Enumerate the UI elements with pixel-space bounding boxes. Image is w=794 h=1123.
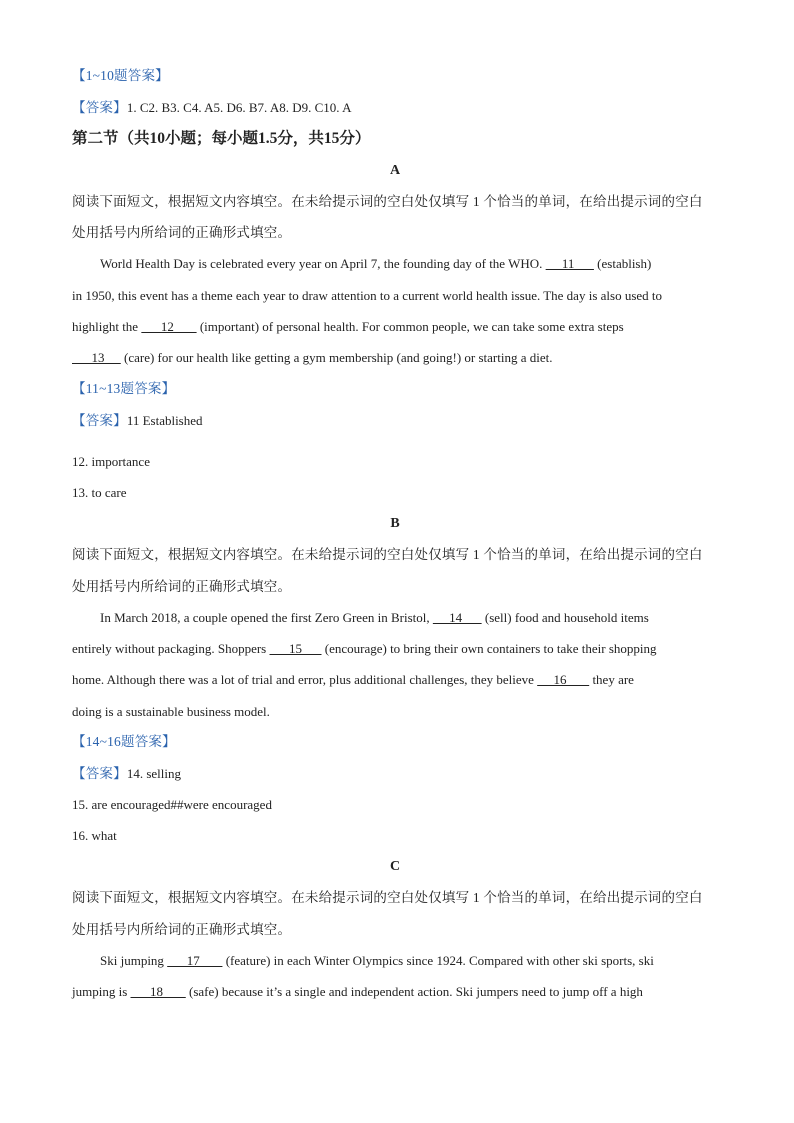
text: they are xyxy=(589,672,634,687)
blank-15: 15 xyxy=(269,641,322,656)
blank-13: 13 xyxy=(72,350,121,365)
answer-tag: 【答案】 xyxy=(72,100,127,115)
passage-a-line-3 xyxy=(72,319,624,335)
text: entirely without packaging. Shoppers xyxy=(72,641,270,656)
answer-tag: 【答案】 xyxy=(72,766,127,781)
answer-line-11 xyxy=(72,413,203,429)
text: World Health Day is celebrated every year on April 7, the founding day of the WHO. xyxy=(100,256,546,271)
text: home. Although there was a lot of trial and error, plus additional challenges, they believe xyxy=(72,672,538,687)
answer-text: 14. selling xyxy=(126,766,181,781)
answer-line-15: 15. are encouraged##were encouraged xyxy=(72,797,272,812)
answer-line-14 xyxy=(72,766,181,782)
blank-14: 14 xyxy=(432,610,482,625)
instruction-line-1: 阅读下面短文，根据短文内容填空。在未给提示词的空白处仅填写 1 个恰当的单词，在给出提示词的空白 xyxy=(72,890,703,905)
blank-16: 16 xyxy=(537,672,590,687)
blank-17: 17 xyxy=(167,953,223,968)
section-title: 第二节（共10小题；每小题1.5分，共15分） xyxy=(72,130,371,147)
passage-letter-a: A xyxy=(389,163,401,178)
answer-line-16: 16. what xyxy=(72,828,117,843)
instruction-line-1: 阅读下面短文，根据短文内容填空。在未给提示词的空白处仅填写 1 个恰当的单词，在给出提示词的空白 xyxy=(72,194,703,209)
text: (sell) food and household items xyxy=(481,610,649,625)
passage-a-line-4 xyxy=(72,350,553,366)
text: In March 2018, a couple opened the first Zero Green in Bristol, xyxy=(100,610,433,625)
passage-b-line-4: doing is a sustainable business model. xyxy=(72,704,270,719)
text: (safe) because it’s a single and independent action. Ski jumpers need to jump off a high xyxy=(185,984,643,999)
text: highlight the xyxy=(72,319,142,334)
answer-text: 1. C2. B3. C4. A5. D6. B7. A8. D9. C10. A xyxy=(126,100,352,115)
passage-b-line-3 xyxy=(72,672,634,688)
text: (encourage) to bring their own containers to take their shopping xyxy=(321,641,657,656)
passage-letter-c: C xyxy=(389,859,401,874)
blank-11: 11 xyxy=(545,256,594,271)
text: (care) for our health like getting a gym membership (and going!) or starting a diet. xyxy=(120,350,553,365)
passage-b-line-2 xyxy=(72,641,657,657)
blank-12: 12 xyxy=(141,319,197,334)
text: jumping is xyxy=(72,984,131,999)
passage-letter-b: B xyxy=(390,516,400,531)
blank-18: 18 xyxy=(130,984,186,999)
answer-head-14-16: 【14~16题答案】 xyxy=(72,734,176,749)
text: (important) of personal health. For common people, we can take some extra steps xyxy=(196,319,624,334)
answer-tag: 【答案】 xyxy=(72,413,127,428)
text: (establish) xyxy=(593,256,652,271)
text: Ski jumping xyxy=(100,953,168,968)
passage-a-line-1 xyxy=(100,256,651,272)
instruction-line-1: 阅读下面短文，根据短文内容填空。在未给提示词的空白处仅填写 1 个恰当的单词，在给出提示词的空白 xyxy=(72,547,703,562)
answer-head-11-13: 【11~13题答案】 xyxy=(72,381,176,396)
answer-text: 11 Established xyxy=(126,413,203,428)
text: (feature) in each Winter Olympics since 1924. Compared with other ski sports, ski xyxy=(222,953,654,968)
instruction-line-2: 处用括号内所给词的正确形式填空。 xyxy=(72,579,292,594)
passage-a-line-2: in 1950, this event has a theme each year to draw attention to a current world health issue. The day is also used to xyxy=(72,288,663,303)
passage-b-line-1 xyxy=(100,610,649,626)
instruction-line-2: 处用括号内所给词的正确形式填空。 xyxy=(72,922,292,937)
answer-line-12: 12. importance xyxy=(72,454,150,469)
passage-c-line-1 xyxy=(100,953,654,969)
passage-c-line-2 xyxy=(72,984,643,1000)
instruction-line-2: 处用括号内所给词的正确形式填空。 xyxy=(72,225,292,240)
answer-line-1-10 xyxy=(72,100,351,116)
answer-line-13: 13. to care xyxy=(72,485,127,500)
answer-head-1-10: 【1~10题答案】 xyxy=(72,68,169,83)
